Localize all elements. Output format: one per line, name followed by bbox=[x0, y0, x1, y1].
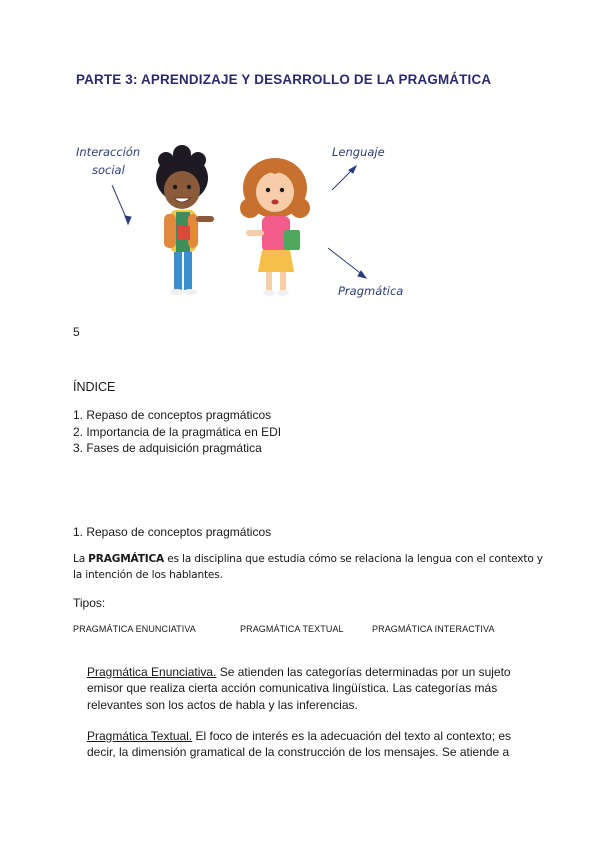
definition-prefix: La bbox=[73, 553, 89, 565]
type-interactiva: PRAGMÁTICA INTERACTIVA bbox=[372, 624, 495, 634]
type-textual: PRAGMÁTICA TEXTUAL bbox=[240, 624, 344, 634]
type-enunciativa: PRAGMÁTICA ENUNCIATIVA bbox=[73, 624, 196, 634]
label-social: social bbox=[92, 163, 125, 177]
arrow-icons bbox=[112, 166, 366, 278]
index-item: 1. Repaso de conceptos pragmáticos bbox=[73, 408, 272, 422]
girl-figure bbox=[240, 158, 310, 296]
definition-text: es la disciplina que estudia cómo se relaciona la lengua con el contexto y la intención de los hablantes. bbox=[73, 553, 543, 581]
label-lenguaje: Lenguaje bbox=[332, 145, 385, 159]
paragraph-term: Pragmática Textual. bbox=[87, 729, 193, 743]
paragraph-textual bbox=[87, 728, 527, 761]
index-list bbox=[73, 407, 281, 457]
label-interaccion: Interacción bbox=[76, 145, 141, 159]
paragraph-text: El foco de interés es la adecuación del texto al contexto; es decir, la dimensión gramatical de la construcción de los mensajes. Se atiende a bbox=[87, 729, 512, 760]
label-pragmatica: Pragmática bbox=[338, 284, 404, 298]
index-item: 2. Importancia de la pragmática en EDI bbox=[73, 424, 282, 439]
paragraph-enunciativa bbox=[87, 664, 527, 713]
page-title: PARTE 3: APRENDIZAJE Y DESARROLLO DE LA PRAGMÁTICA bbox=[76, 72, 492, 87]
definition-term: PRAGMÁTICA bbox=[88, 553, 165, 565]
index-title: ÍNDICE bbox=[73, 380, 116, 394]
index-item: 3. Fases de adquisición pragmática bbox=[73, 441, 262, 455]
section-heading: 1. Repaso de conceptos pragmáticos bbox=[73, 525, 272, 539]
illustration-children-talking bbox=[70, 130, 430, 310]
paragraph-term: Pragmática Enunciativa. bbox=[87, 665, 217, 679]
definition-paragraph bbox=[73, 551, 543, 583]
paragraph-text: Se atienden las categorías determinadas por un sujeto emisor que realiza cierta acción comunicativa lingüística. Las categorías más relevantes son los actos de habla y las inferencias. bbox=[87, 665, 511, 712]
arrow-right-down-icon bbox=[328, 248, 364, 276]
types-label: Tipos: bbox=[73, 596, 106, 610]
boy-figure bbox=[156, 145, 214, 295]
page-number: 5 bbox=[73, 325, 80, 339]
